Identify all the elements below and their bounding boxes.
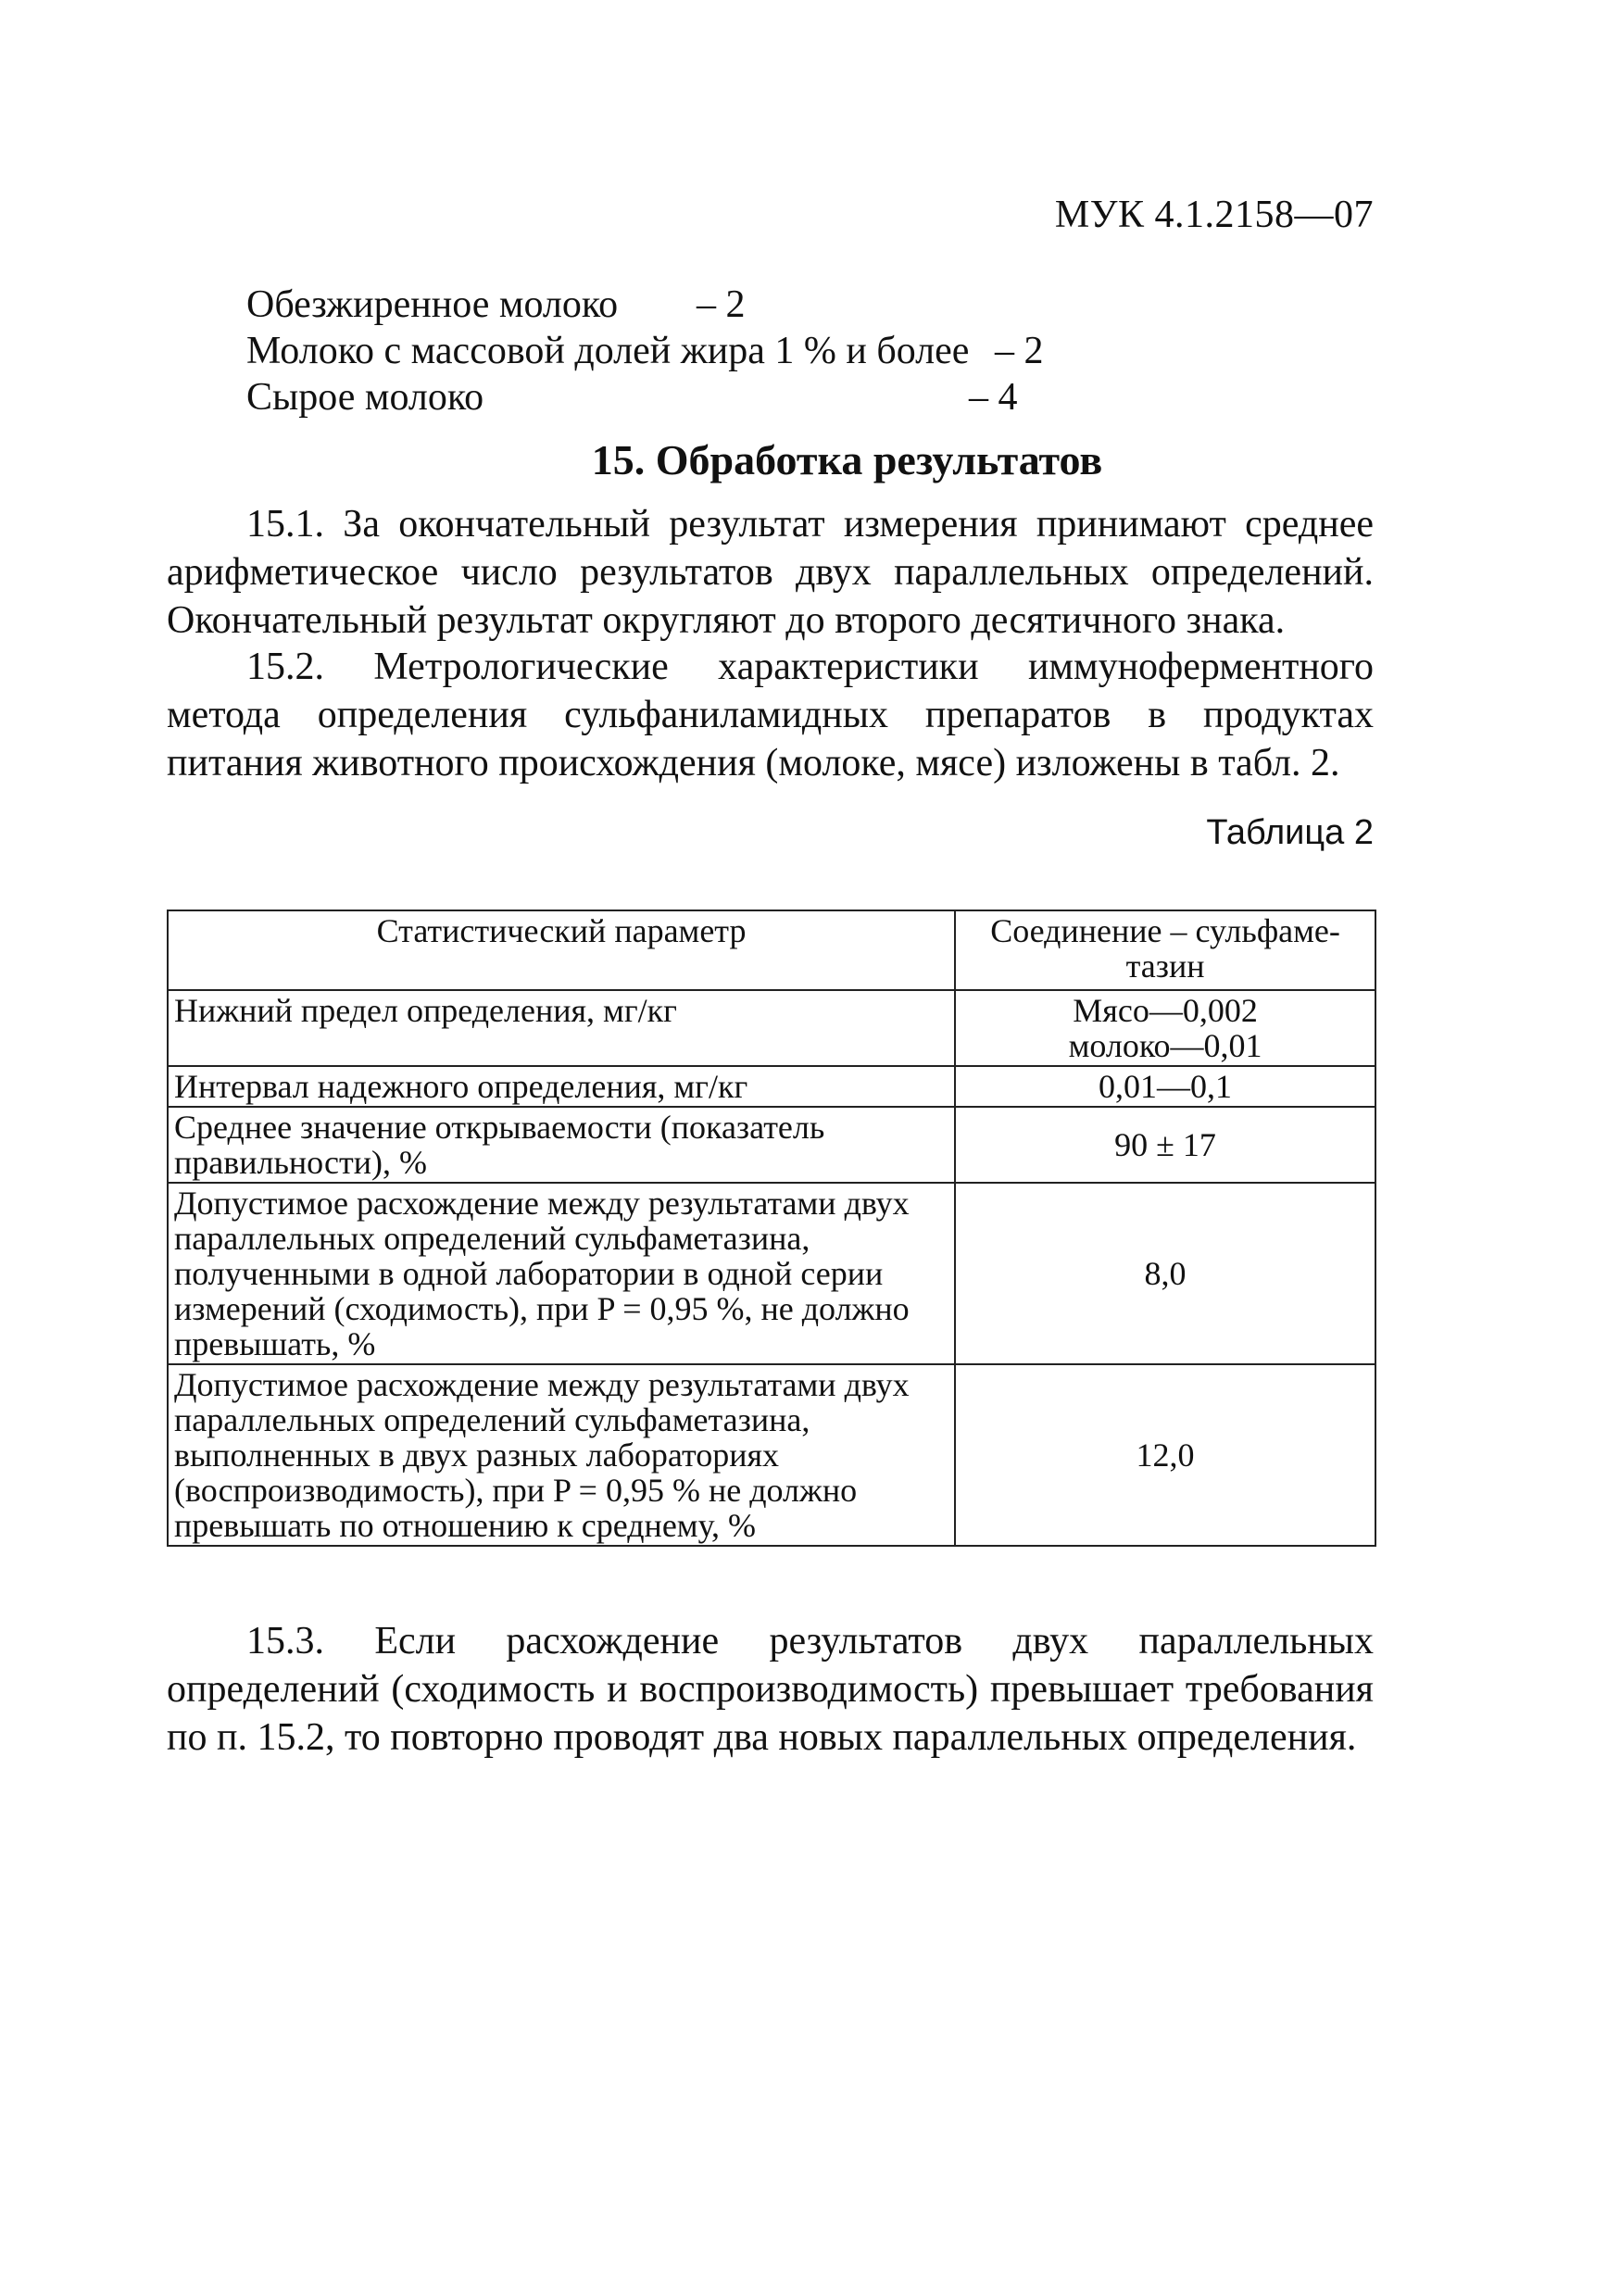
table-cell-parameter: Интервал надежного определения, мг/кг [168,1066,955,1107]
table-cell-value [955,990,1375,1066]
paragraph-15-1: 15.1. За окончательный результат измерения принимают среднее арифметическое число результатов двух параллельных определений. Окончательный результат округляют до второго десятичного знака. [167,503,1374,642]
table-cell-value [955,1107,1375,1183]
norm-row [246,328,1044,374]
table-cell-value [955,1364,1375,1546]
paragraph-15-2: 15.2. Метрологические характеристики иммуноферментного метода определения сульфаниламидных препаратов в продуктах питания животного происхождения (молоке, мясе) изложены в табл. 2. [167,646,1374,784]
norm-value: – 4 [969,376,1018,419]
value-line: Мясо—0,002 [1073,992,1258,1029]
table-cell-value [955,1183,1375,1364]
table-row [168,1183,1375,1364]
paragraph-15-3: 15.3. Если расхождение результатов двух параллельных определений (сходимость и воспроизводимость) превышает требования по п. 15.2, то повторно проводят два новых параллельных определения. [167,1620,1374,1759]
table-cell-parameter: Нижний предел определения, мг/кг [168,990,955,1066]
norm-label: Молоко с массовой долей жира 1 % и более [246,330,970,372]
norm-value: – 2 [995,330,1044,372]
norm-row [246,282,969,328]
table-cell-parameter: Допустимое расхождение между результатами двух параллельных определений сульфаметазина, выполненных в двух разных лабораториях (воспроизводимость), при P = 0,95 % не должно превышать по отношению к среднему, % [168,1364,955,1546]
norm-label: Сырое молоко [246,376,484,419]
section-heading: 15. Обработка результатов [591,436,1103,483]
value-line: молоко—0,01 [1068,1027,1262,1064]
document-code: МУК 4.1.2158—07 [1054,194,1374,236]
table-cell-parameter: Допустимое расхождение между результатами двух параллельных определений сульфаметазина, полученными в одной лаборатории в одной серии измерений (сходимость), при P = 0,95 %, не должно превышать, % [168,1183,955,1364]
value-line: 0,01—0,1 [1099,1068,1233,1105]
value-line: 8,0 [1144,1255,1187,1292]
norm-label: Обезжиренное молоко [246,283,619,326]
table-header-row [168,910,1375,990]
table-row [168,1107,1375,1183]
value-line: 90 ± 17 [1114,1126,1216,1163]
table-row [168,1364,1375,1546]
column-header-parameter: Статистический параметр [168,910,955,990]
table-cell-value [955,1066,1375,1107]
norm-row [246,374,1018,420]
table-caption: Таблица 2 [1206,813,1374,852]
column-header-compound: Соединение – сульфаме-тазин [955,910,1375,990]
norm-value: – 2 [697,283,746,326]
table-cell-parameter: Среднее значение открываемости (показатель правильности), % [168,1107,955,1183]
table-row [168,990,1375,1066]
table-row [168,1066,1375,1107]
value-line: 12,0 [1136,1437,1195,1474]
metrology-table [167,910,1376,1547]
norms-list [246,282,1044,420]
